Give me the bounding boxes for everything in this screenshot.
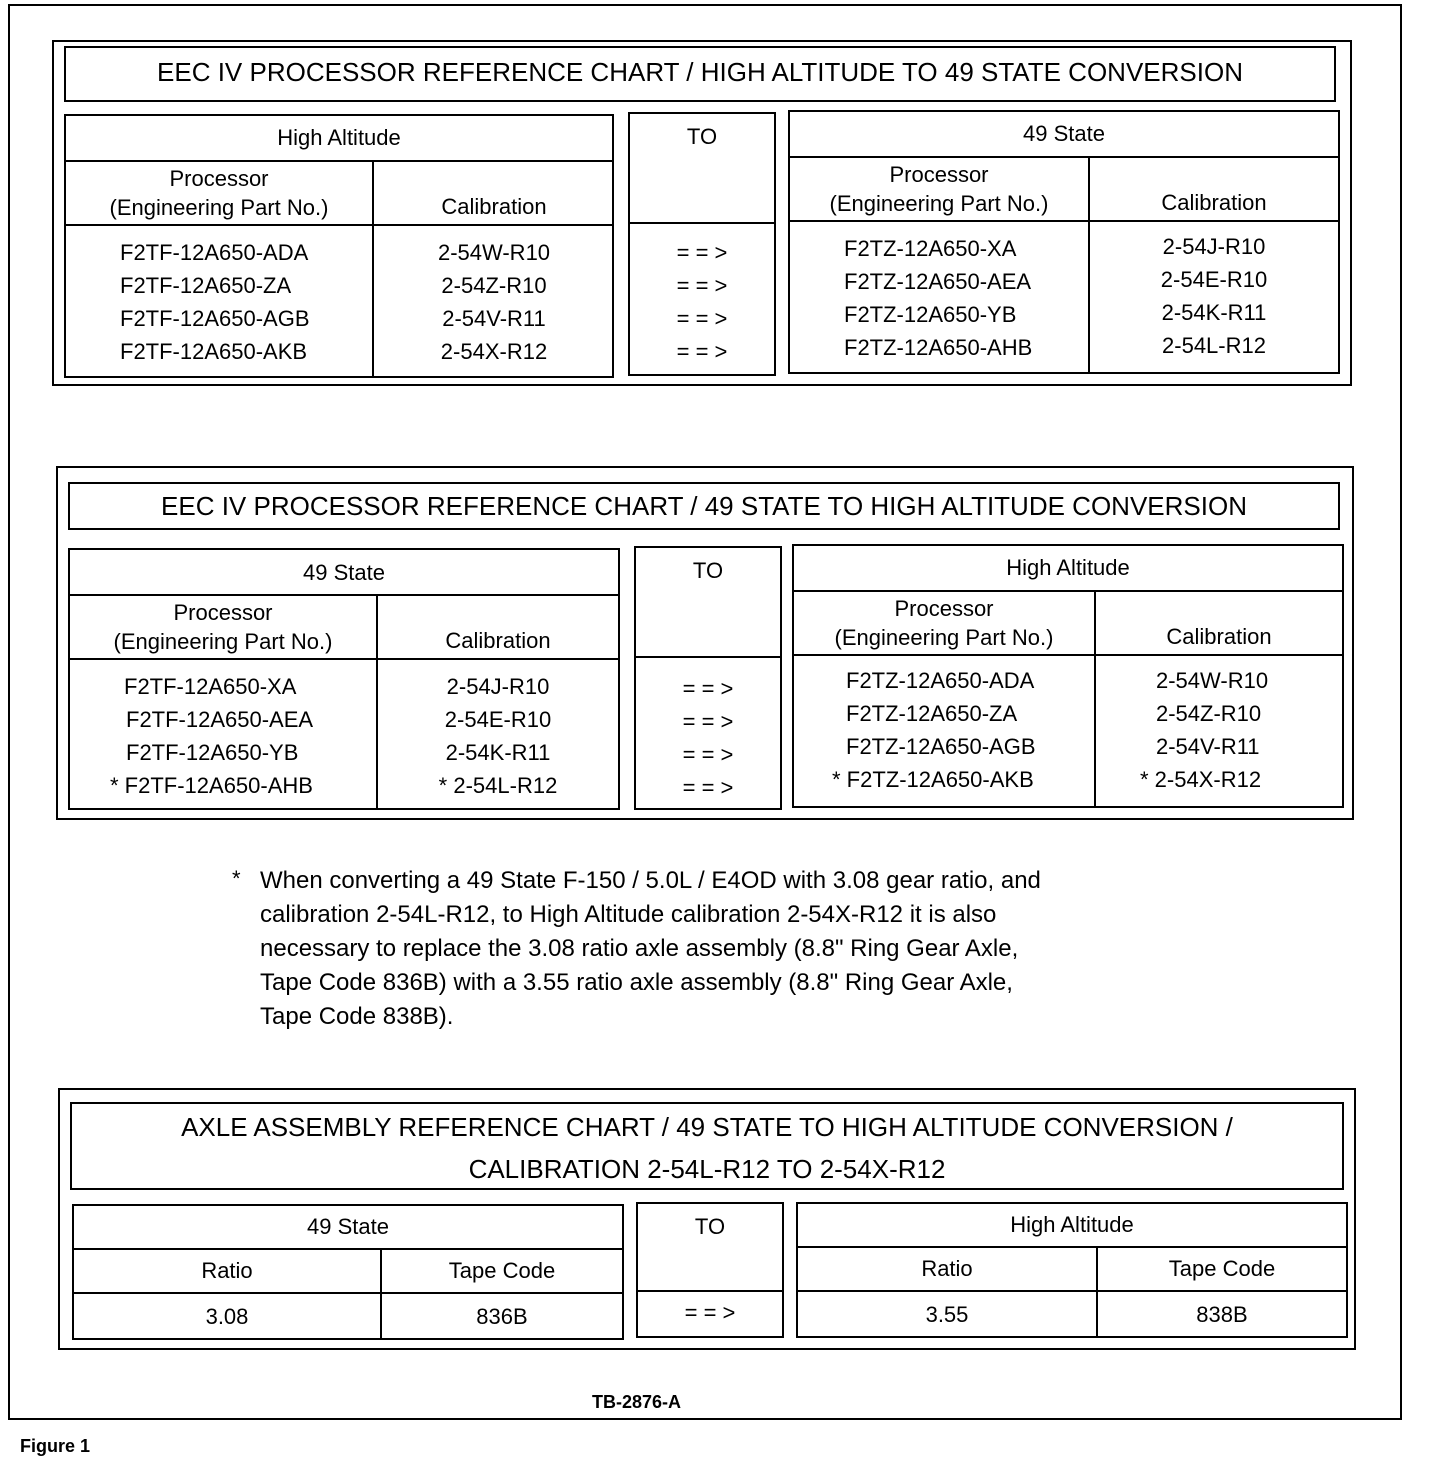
chart3-right-tape: 838B	[1196, 1302, 1248, 1327]
chart1-left-header: High Altitude	[66, 116, 612, 162]
chart1-high-altitude-block	[64, 114, 614, 378]
part-number: F2TZ-12A650-ADA	[846, 668, 1035, 693]
arrow: = = >	[676, 240, 728, 265]
calibration-code: 2-54X-R12	[440, 339, 548, 364]
calibration-code: 2-54W-R10	[437, 240, 551, 265]
chart2-title: EEC IV PROCESSOR REFERENCE CHART / 49 STATE TO HIGH ALTITUDE CONVERSION	[68, 482, 1340, 530]
part-number: F2TF-12A650-YB	[126, 740, 299, 765]
chart3-high-altitude-block	[796, 1202, 1348, 1338]
chart1-right-processor-header: Processor (Engineering Part No.)	[829, 162, 1049, 216]
chart3-left-ratio: 3.08	[205, 1304, 249, 1329]
chart2-to-header: TO	[692, 558, 724, 583]
chart2-left-calibration-header: Calibration	[445, 628, 551, 653]
chart1-left-calibration-header: Calibration	[441, 194, 547, 219]
chart2-49-state-block	[68, 548, 620, 810]
footnote-line: calibration 2-54L-R12, to High Altitude calibration 2-54X-R12 it is also	[260, 901, 997, 928]
part-number: F2TF-12A650-AGB	[120, 306, 310, 331]
chart3-right-ratio-header: Ratio	[921, 1256, 973, 1281]
chart3-left-ratio-header: Ratio	[201, 1258, 253, 1283]
chart1-title: EEC IV PROCESSOR REFERENCE CHART / HIGH ALTITUDE TO 49 STATE CONVERSION	[64, 46, 1336, 102]
part-number: F2TF-12A650-AEA	[126, 707, 314, 732]
part-number: F2TZ-12A650-ZA	[846, 701, 1018, 726]
chart2-left-processor-header: Processor (Engineering Part No.)	[113, 600, 333, 654]
chart3-to-block	[636, 1202, 784, 1338]
chart2-right-calibration-header: Calibration	[1166, 624, 1272, 649]
footnote-marker: *	[232, 866, 241, 891]
part-number: F2TZ-12A650-XA	[844, 236, 1017, 261]
calibration-code: * 2-54L-R12	[438, 773, 558, 798]
part-number: F2TF-12A650-ADA	[120, 240, 309, 265]
footnote-line: When converting a 49 State F-150 / 5.0L / E4OD with 3.08 gear ratio, and	[260, 867, 1041, 894]
part-number: F2TZ-12A650-AEA	[844, 269, 1032, 294]
chart1-49-state-block	[788, 110, 1340, 374]
part-number: F2TF-12A650-AKB	[120, 339, 308, 364]
figure-label: Figure 1	[20, 1436, 91, 1456]
calibration-code: 2-54V-R11	[442, 306, 546, 331]
calibration-code: 2-54E-R10	[444, 707, 552, 732]
chart3-right-tape-header: Tape Code	[1168, 1256, 1276, 1281]
chart2-left-header: 49 State	[70, 550, 618, 596]
chart3-right-ratio: 3.55	[925, 1302, 969, 1327]
chart2-to-block	[634, 546, 782, 810]
footnote-line: necessary to replace the 3.08 ratio axle assembly (8.8" Ring Gear Axle,	[260, 935, 1019, 962]
chart2-right-header: High Altitude	[794, 546, 1342, 592]
arrow: = = >	[682, 775, 734, 800]
footnote-line: Tape Code 838B).	[260, 1003, 454, 1030]
footnote-line: Tape Code 836B) with a 3.55 ratio axle assembly (8.8" Ring Gear Axle,	[260, 969, 1013, 996]
calibration-code: 2-54W-R10	[1156, 668, 1269, 693]
calibration-code: 2-54E-R10	[1160, 267, 1268, 292]
chart-high-altitude-to-49-state	[52, 40, 1352, 386]
chart-49-state-to-high-altitude	[56, 466, 1354, 820]
arrow: = = >	[682, 676, 734, 701]
arrow: = = >	[676, 339, 728, 364]
chart3-title-line2: CALIBRATION 2-54L-R12 TO 2-54X-R12	[468, 1154, 946, 1184]
calibration-code: * 2-54X-R12	[1140, 767, 1262, 792]
part-number: F2TF-12A650-XA	[124, 674, 297, 699]
chart2-high-altitude-block	[792, 544, 1344, 808]
calibration-code: 2-54K-R11	[445, 740, 551, 765]
calibration-code: 2-54J-R10	[446, 674, 550, 699]
part-number: * F2TZ-12A650-AKB	[832, 767, 1034, 792]
chart3-left-tape-header: Tape Code	[448, 1258, 556, 1283]
calibration-code: 2-54V-R11	[1156, 734, 1260, 759]
document-code: TB-2876-A	[592, 1392, 682, 1412]
arrow: = = >	[682, 709, 734, 734]
chart3-title-line1: AXLE ASSEMBLY REFERENCE CHART / 49 STATE TO HIGH ALTITUDE CONVERSION /	[181, 1112, 1233, 1142]
part-number: * F2TF-12A650-AHB	[110, 773, 313, 798]
chart1-to-block	[628, 112, 776, 376]
chart2-right-processor-header: Processor (Engineering Part No.)	[834, 596, 1054, 650]
chart1-right-calibration-header: Calibration	[1161, 190, 1267, 215]
part-number: F2TZ-12A650-AHB	[844, 335, 1033, 360]
arrow: = = >	[676, 306, 728, 331]
chart3-left-header: 49 State	[74, 1206, 622, 1250]
part-number: F2TZ-12A650-YB	[844, 302, 1017, 327]
part-number: F2TF-12A650-ZA	[120, 273, 292, 298]
chart-axle-assembly	[58, 1088, 1356, 1350]
calibration-code: 2-54Z-R10	[441, 273, 547, 298]
part-number: F2TZ-12A650-AGB	[846, 734, 1036, 759]
chart3-left-tape: 836B	[476, 1304, 528, 1329]
chart3-to-header: TO	[694, 1214, 726, 1239]
chart3-49-state-block	[72, 1204, 624, 1340]
chart1-right-header: 49 State	[790, 112, 1338, 158]
arrow: = = >	[676, 273, 728, 298]
calibration-code: 2-54K-R11	[1161, 300, 1267, 325]
calibration-code: 2-54Z-R10	[1156, 701, 1262, 726]
chart3-right-header: High Altitude	[798, 1204, 1346, 1248]
chart3-title	[70, 1102, 1344, 1190]
arrow: = = >	[682, 742, 734, 767]
chart1-left-processor-header: Processor (Engineering Part No.)	[109, 166, 329, 220]
calibration-code: 2-54J-R10	[1162, 234, 1266, 259]
calibration-code: 2-54L-R12	[1162, 333, 1266, 358]
chart1-to-header: TO	[686, 124, 718, 149]
arrow: = = >	[684, 1300, 736, 1325]
